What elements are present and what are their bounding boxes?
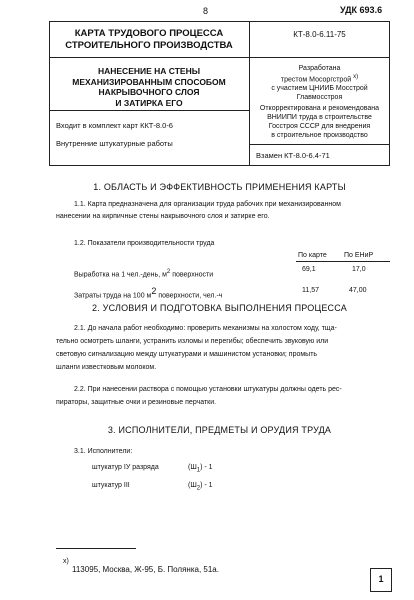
worker-2-count: $(Ш_2) - 1$: [188, 482, 213, 492]
approval-block: [249, 104, 390, 140]
header-divider-1: [49, 57, 390, 58]
paragraph-1-1-line-1: 1.1. Карта предназначена для организации труда рабочих при механизированном: [74, 201, 341, 208]
output-by-card: 69,1: [302, 266, 316, 273]
worker-1-label: штукатур IУ разряда: [92, 464, 159, 471]
footnote-address: 113095, Москва, Ж-95, Б. Полянка, 51а.: [72, 565, 219, 574]
footnote-rule: [56, 548, 136, 549]
developer-line-4: Главмосстроя: [296, 94, 343, 102]
labour-by-enir: 47,00: [349, 287, 367, 294]
paragraph-1-1: [56, 199, 396, 223]
subject-line-3: НАКРЫВОЧНОГО СЛОЯ: [98, 87, 200, 97]
subject-line-2: МЕХАНИЗИРОВАННЫМ СПОСОБОМ: [72, 76, 226, 87]
card-type-title: [49, 28, 249, 52]
paragraph-2-1-line-4: шланги известковым молоком.: [56, 364, 157, 371]
card-number: КТ-8.0-6.11-75: [293, 30, 346, 39]
kit-subtitle: Внутренние штукатурные работы: [56, 139, 173, 148]
developer-block: [249, 64, 390, 102]
developer-line-3: с участием ЦНИИБ Мосстрой: [271, 85, 368, 93]
approval-line-1: Откорректирована и рекомендована: [259, 105, 380, 112]
developer-line-2: трестом Мосоргстрой $^{х)}$: [280, 74, 359, 84]
worker-2-label: штукатур III: [92, 482, 130, 489]
card-type-line-1: КАРТА ТРУДОВОГО ПРОЦЕССА: [74, 28, 224, 39]
sheet-number: 1: [378, 574, 384, 584]
paragraph-2-1-line-1: 2.1. До начала работ необходимо: проверить механизмы на холостом ходу, тща-: [74, 325, 337, 332]
approval-line-3: Госстроя СССР для внедрения: [268, 123, 371, 130]
labour-row-label: Затраты труда на 100 $м^2$ поверхности, чел.-ч: [74, 286, 223, 300]
approval-line-4: в строительное производство: [271, 132, 368, 139]
udk-code: УДК 693.6: [340, 5, 383, 15]
subject-line-4: И ЗАТИРКА ЕГО: [115, 97, 183, 108]
replaces-card: Взамен КТ-8.0-6.4-71: [256, 151, 330, 160]
col-header-enir: По ЕНиР: [344, 252, 374, 259]
paragraph-2-1-line-3: световую сигнализацию между штукатурами и машинистом установки; промыть: [56, 351, 318, 358]
paragraph-2-2-line-2: пираторы, защитные очки и резиновые перчатки.: [56, 399, 217, 406]
footnote-ref: х): [353, 74, 359, 80]
section-3-title: 3. ИСПОЛНИТЕЛИ, ПРЕДМЕТЫ И ОРУДИЯ ТРУДА: [107, 425, 332, 435]
kit-line: Входит в комплект карт ККТ-8.0-6: [56, 121, 173, 130]
paragraph-2-1: [56, 322, 396, 374]
section-1-title: 1. ОБЛАСТЬ И ЭФФЕКТИВНОСТЬ ПРИМЕНЕНИЯ КАРТЫ: [93, 182, 346, 192]
paragraph-2-2: [56, 383, 396, 409]
output-by-enir: 17,0: [352, 266, 366, 273]
developer-line-1: Разработана: [298, 65, 341, 72]
paragraph-2-1-line-2: тельно осмотреть шланги, устранить изломы и перегибы; обеспечить звуковую или: [56, 338, 329, 345]
page-number: 8: [203, 6, 209, 16]
worker-1-count: $(Ш_1) - 1$: [188, 464, 213, 474]
paragraph-2-2-line-1: 2.2. При нанесении раствора с помощью установки штукатуры должны одеть рес-: [74, 386, 342, 393]
section-2-title: 2. УСЛОВИЯ И ПОДГОТОВКА ВЫПОЛНЕНИЯ ПРОЦЕССА: [92, 303, 347, 313]
subject-line-1: НАНЕСЕНИЕ НА СТЕНЫ: [97, 66, 201, 76]
labour-by-card: 11,57: [302, 287, 319, 294]
paragraph-3-1: 3.1. Исполнители:: [74, 448, 133, 455]
paragraph-1-2: 1.2. Показатели производительности труда: [74, 240, 215, 247]
header-divider-2: [49, 110, 249, 111]
table-header-rule: [296, 261, 390, 262]
header-divider-3: [249, 144, 390, 145]
process-subject: [49, 66, 249, 108]
footnote-mark: х): [63, 558, 69, 565]
card-type-line-2: СТРОИТЕЛЬНОГО ПРОИЗВОДСТВА: [65, 40, 233, 51]
paragraph-1-1-line-2: нанесении на кирпичные стены накрывочного слоя и затирке его.: [56, 213, 270, 220]
approval-line-2: ВНИИПИ труда в строительстве: [267, 114, 372, 121]
col-header-card: По карте: [298, 252, 327, 259]
output-row-label: Выработка на 1 чел.-день, $м^2$ поверхности: [74, 269, 214, 279]
